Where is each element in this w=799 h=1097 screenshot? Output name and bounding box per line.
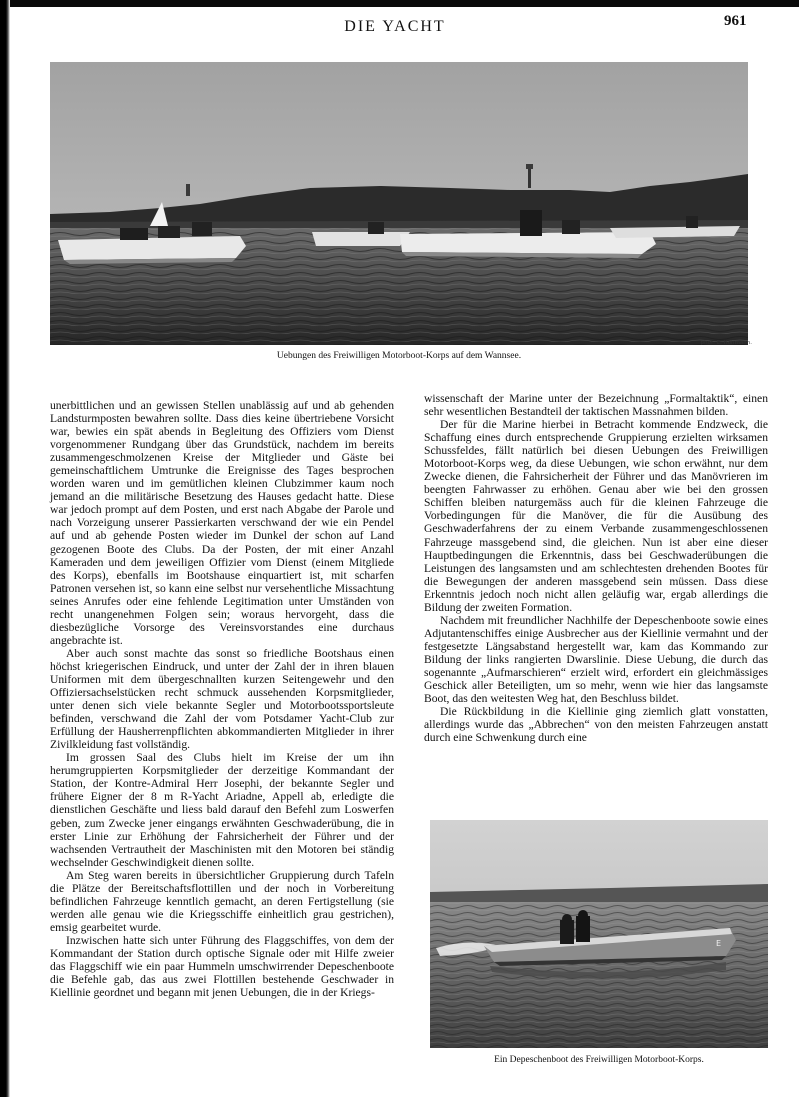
- paragraph: Inzwischen hatte sich unter Führung des Flaggschiffes, von dem der Kommandant der Station durch optische Signale oder mit Hilfe zweier das Flaggschiff wie ein paar Hummeln umschwirrender Depeschenboote die Befehle gab, das aus zwei Flottillen bestehende Geschwader in Kiellinie geordnet und begann mit jenen Uebungen, die in der Kriegs-: [50, 933, 394, 1000]
- photo-credit: phot. E. Hohmann.: [700, 340, 752, 346]
- photo-wannsee-exercise: [50, 62, 748, 345]
- paragraph: Nachdem mit freundlicher Nachhilfe der Depeschenboote sowie eines Adjutantenschiffes einige Ausbrecher aus der Kiellinie vermahnt und der festgesetzte Längsabstand hergestellt war, kam das Kommando zur Bildung der links rangierten Dwarslinie. Diese Uebung, die durch das sogenannte „Aufmarschieren“ erzielt wird, erfordert ein gleichmässiges Geschick aller Beteiligten, um so mehr, wenn wie hier das langsamste Boot, das den weitesten Weg hat, den Beschluss bildet.: [424, 613, 768, 706]
- paragraph: wissenschaft der Marine unter der Bezeichnung „Formaltaktik“, einen sehr wesentlichen Bestandteil der taktischen Massnahmen bilden.: [424, 392, 768, 419]
- figure-caption-1: Uebungen des Freiwilligen Motorboot-Korps auf dem Wannsee.: [276, 351, 522, 361]
- paragraph: Am Steg waren bereits in übersichtlicher Gruppierung durch Tafeln die Plätze der Bereitschaftsflottillen und der noch in Vorbereitung befindlichen Fahrzeuge kenntlich gemacht, an deren Fertigstellung (sie werden alle genau wie die Kriegsschiffe einheitlich grau gestrichen), emsig gearbeitet wurde.: [50, 868, 394, 934]
- figure-caption-2: Ein Depeschenboot des Freiwilligen Motorboot-Korps.: [494, 1055, 704, 1065]
- scan-top-edge: [0, 0, 799, 7]
- paragraph: Der für die Marine hierbei in Betracht kommende Endzweck, die Schaffung eines durch entsprechende Gruppierung erzielten wirksamen Schussfeldes, fällt natürlich bei diesen Uebungen des Freiwilligen Motorboot-Korps weg, da diese Uebungen, wie schon erwähnt, nur dem Zwecke dienen, die Fahrsicherheit der Führer und das Manövrieren im beengten Fahrwasser zu erhöhen. Genau aber wie bei den grossen Schiffen bleiben naturgemäss auch für die kleinen Fahrzeuge die Vorbedingungen für die Manöver, die für die Ausübung des Geschwaderfahrens der zu einem Verbande zusammengeschlossenen Fahrzeuge massgebend sind, die gleichen. Nun ist aber eine dieser Hauptbedingungen die Erkenntnis, dass bei Geschwaderübungen die Leistungen des langsamsten und am schlechtesten drehenden Bootes für die Bewegungen der anderen massgebend sein müssen. Dass diese Erkenntnis jedoch noch nicht allen geläufig war, ergab allerdings die Bildung der zweiten Formation.: [424, 418, 768, 614]
- photo-dispatch-boat: [430, 820, 768, 1048]
- paragraph: Im grossen Saal des Clubs hielt im Kreise der um ihn herumgruppierten Korpsmitglieder der derzeitige Kommandant der Station, der Kontre-Admiral Herr Josephi, der bekannte Segler und frühere Eigner der 8 m R-Yacht Ariadne, Appell ab, erledigte die dienstlichen Geschäfte und liess bald darauf den Befehl zum Loswerfen geben, zum Zwecke jener eingangs erwähnten Geschwaderübung, die in erster Linie zur Erhöhung der Fahrsicherheit der Führer und der wachsenden Vertrautheit der Maschinisten mit den Motoren bei ständig wechselnder Geschwindigkeit dienen sollte.: [50, 751, 394, 869]
- svg-text:E: E: [716, 939, 722, 948]
- photo-wannsee-image: [50, 62, 748, 345]
- running-header-title: DIE YACHT: [344, 18, 446, 35]
- right-column-text: [424, 392, 768, 744]
- page-number: 961: [724, 13, 747, 29]
- paragraph: Aber auch sonst machte das sonst so friedliche Bootshaus einen höchst kriegerischen Eindruck, und unter der Zahl der in ihren blauen Uniformen mit dem übergeschnallten kurzen Seitengewehr und den Offiziersachselstücken recht schmuck aussehenden Korpsmitglieder, unter denen sich viele bekannte Segler und Motorbootssportsleute befinden, verschwand die Zahl der vom Potsdamer Yacht-Club zur Erfüllung der Hausherrenpflichten abkommandierten Mitglieder in ihrer Zivilkleidung fast vollständig.: [50, 646, 394, 752]
- left-column-text: [50, 399, 394, 999]
- photo-dispatch-boat-image: [430, 820, 768, 1048]
- scan-binding-shadow: [0, 0, 10, 1097]
- paragraph: Die Rückbildung in die Kiellinie ging ziemlich glatt vonstatten, allerdings wurde das „Abbrechen“ von den meisten Fahrzeugen anstatt durch eine Schwenkung durch eine: [424, 705, 768, 745]
- paragraph: unerbittlichen und an gewissen Stellen unablässig auf und ab gehenden Landsturmposten bewahren sollte. Dass dies keine übertriebene Vorsicht war, bewies ein spät abends in Begleitung des Offiziers vom Dienst vorgenommener Rundgang über das Grundstück, nachdem im bereits zusammengeschmolzenen Kreise der Mitglieder und Gäste bei gemeinschaftlichem Umtrunke die Ereignisse des Tages besprochen worden waren und im gemütlichen kleinen Clubzimmer kaum noch jemand an die militärische Besetzung des Hauses gedacht hatte. Diese war jedoch prompt auf dem Posten, und erst nach Abgabe der Parole und nach Vorzeigung unserer Passierkarten verschwand der wie ein Pendel auf und ab gehende Posten wieder im Dunkel der schon auf Land gezogenen Boote des Clubs. Da der Posten, der mit einer Anzahl Kameraden und dem jeweiligen Offizier vom Dienst (einem Mitgliede des Korps), ebenfalls im Bootshause einquartiert ist, mit scharfen Patronen versehen ist, so kann eine selbst nur versehentliche Missachtung seines Anrufes oder eine fehlende Legitimation unter Umständen von recht unangenehmen Folgen sein; woraus hervorgeht, dass die diesbezügliche Vorsorge des Vereinsvorstandes eine durchaus angebrachte ist.: [50, 399, 394, 647]
